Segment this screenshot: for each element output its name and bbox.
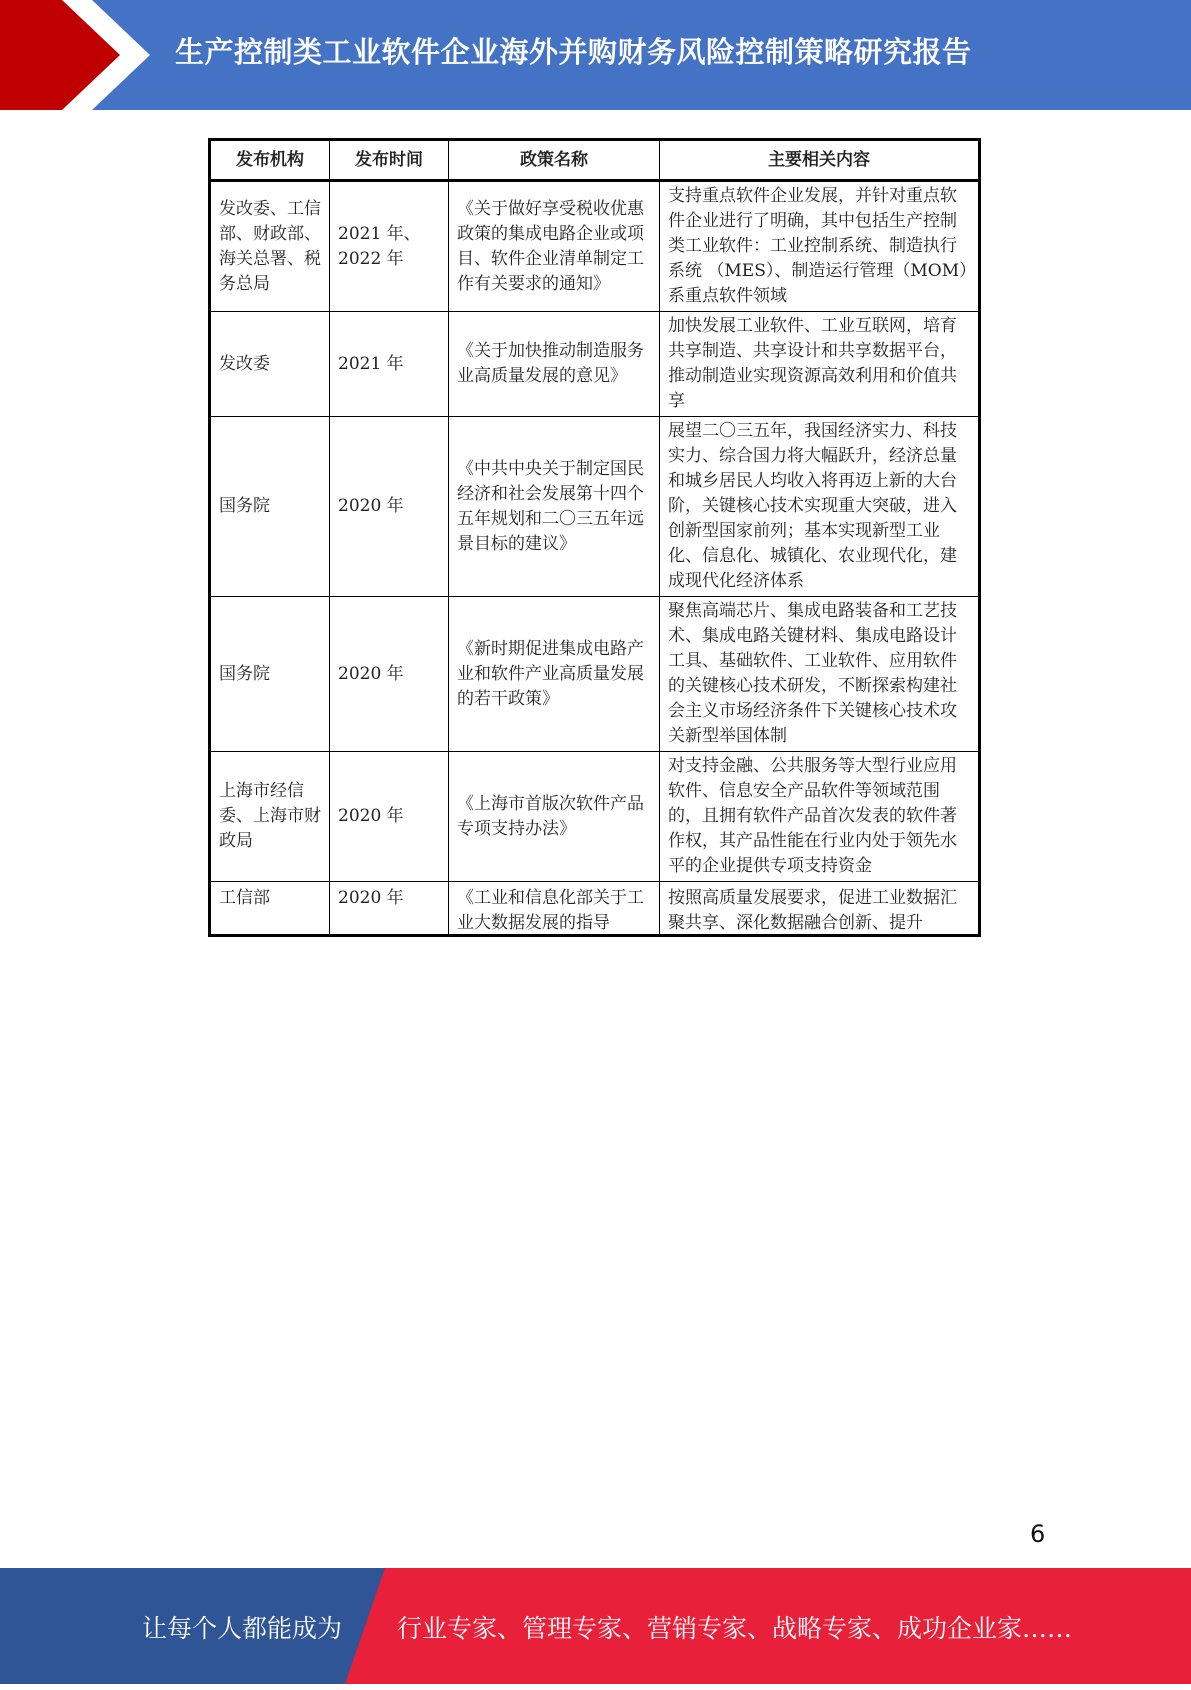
cell-content: 加快发展工业软件、工业互联网，培育共享制造、共享设计和共享数据平台，推动制造业实现资源高效利用和价值共享 <box>660 312 980 417</box>
cell-name <box>449 882 660 936</box>
cell-name: 《上海市首版次软件产品专项支持办法》 <box>449 752 660 882</box>
cell-org: 上海市经信委、上海市财政局 <box>210 752 330 882</box>
cell-org-text: 工信部 <box>219 888 270 908</box>
table-row <box>210 417 980 597</box>
cell-name: 《关于加快推动制造服务业高质量发展的意见》 <box>449 312 660 417</box>
cell-time: 2021 年 <box>330 312 449 417</box>
cell-name: 《中共中央关于制定国民经济和社会发展第十四个五年规划和二〇三五年远景目标的建议》 <box>449 417 660 597</box>
cell-org: 发改委 <box>210 312 330 417</box>
cell-time: 2020 年 <box>330 752 449 882</box>
cell-org: 国务院 <box>210 597 330 752</box>
cell-time-text: 2020 年 <box>338 888 404 908</box>
table-header-row <box>210 140 980 181</box>
header-bar <box>0 0 1191 110</box>
header-chevron-icon <box>0 0 160 110</box>
document-title: 生产控制类工业软件企业海外并购财务风险控制策略研究报告 <box>175 35 972 69</box>
cell-content: 支持重点软件企业发展，并针对重点软件企业进行了明确，其中包括生产控制类工业软件：工业控制系统、制造执行系统 （MES）、制造运行管理（MOM）系重点软件领域 <box>660 181 980 312</box>
page-number: 6 <box>1030 1520 1046 1548</box>
table-row <box>210 752 980 882</box>
column-header-time: 发布时间 <box>330 140 449 181</box>
cell-name: 《新时期促进集成电路产业和软件产业高质量发展的若干政策》 <box>449 597 660 752</box>
policy-table <box>208 138 981 937</box>
table-row <box>210 597 980 752</box>
cell-name-text: 《工业和信息化部关于工业大数据发展的指导 <box>457 888 644 932</box>
cell-content: 对支持金融、公共服务等大型行业应用软件、信息安全产品软件等领域范围的，且拥有软件产品首次发表的软件著作权，其产品性能在行业内处于领先水平的企业提供专项支持资金 <box>660 752 980 882</box>
cell-content: 展望二〇三五年，我国经济实力、科技实力、综合国力将大幅跃升，经济总量和城乡居民人均收入将再迈上新的大台阶，关键核心技术实现重大突破，进入创新型国家前列；基本实现新型工业化、信息化、城镇化、农业现代化，建成现代化经济体系 <box>660 417 980 597</box>
cell-content-text: 按照高质量发展要求，促进工业数据汇聚共享、深化数据融合创新、提升 <box>668 888 957 932</box>
table-row <box>210 181 980 312</box>
table-row <box>210 312 980 417</box>
footer-slogan-right: 行业专家、管理专家、营销专家、战略专家、成功企业家…… <box>397 1614 1073 1643</box>
cell-org <box>210 882 330 936</box>
footer-banner <box>0 1568 1191 1684</box>
column-header-org: 发布机构 <box>210 140 330 181</box>
cell-content: 聚焦高端芯片、集成电路装备和工艺技术、集成电路关键材料、集成电路设计工具、基础软件、工业软件、应用软件的关键核心技术研发，不断探索构建社会主义市场经济条件下关键核心技术攻关新型举国体制 <box>660 597 980 752</box>
cell-name: 《关于做好享受税收优惠政策的集成电路企业或项目、软件企业清单制定工作有关要求的通知》 <box>449 181 660 312</box>
cell-time <box>330 882 449 936</box>
cell-time: 2021 年、2022 年 <box>330 181 449 312</box>
cell-org: 发改委、工信部、财政部、海关总署、税务总局 <box>210 181 330 312</box>
column-header-name: 政策名称 <box>449 140 660 181</box>
column-header-content: 主要相关内容 <box>660 140 980 181</box>
footer-slogan-left: 让每个人都能成为 <box>142 1614 343 1643</box>
cell-time: 2020 年 <box>330 417 449 597</box>
cell-org: 国务院 <box>210 417 330 597</box>
cell-content <box>660 882 980 936</box>
cell-time: 2020 年 <box>330 597 449 752</box>
table-row <box>210 882 980 936</box>
